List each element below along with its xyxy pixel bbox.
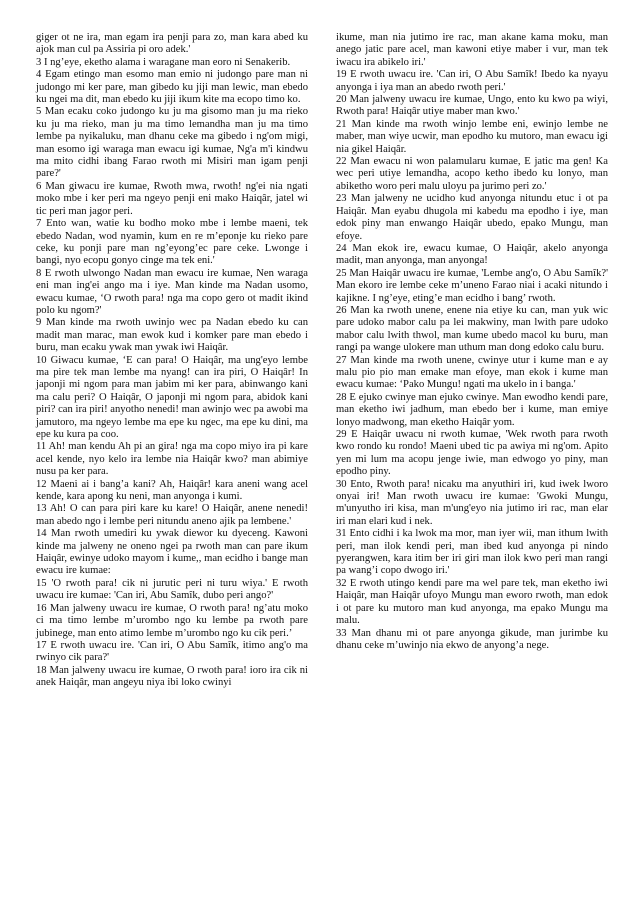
paragraph: 12 Maeni ai i bang’a kani? Ah, Haiqâr! kara aneni wang acel kende, kara apong ku neni, man anyonga i kumi. [36,478,308,503]
paragraph: 5 Man ecaku coko judongo ku ju ma gisomo man ju ma rieko ku ju ma rieko, man ju ma timo lemandha man ju ma timo lembe pa nyikaluku, man dhanu ceke ma gibedo i ng'om migi, man esomo igi waraga man ewacu igi kumae, Ng'a m'i kindwu ma mito cidhi ibang Farao rwoth mi Misiri man igam penji pare?' [36,106,308,180]
paragraph: 15 'O rwoth para! cik ni jurutic peri ni turu wiya.' E rwoth uwacu ire kumae: 'Can iri, Abu Samîk, dubo peri ango?' [36,577,308,602]
paragraph: 29 E Haiqâr uwacu ni rwoth kumae, 'Wek rwoth para rwoth kwo rondo ku rondo! Maeni ubed tic pa awiya mi ng'om. Apito yen mi lum ma acopu jenge iwie, man edwogo yo piny, man epodho piny. [336,429,608,478]
paragraph: 31 Ento cidhi i ka lwok ma mor, man iyer wii, man ithum lwith peri, man ilok kendi peri, man ibed kud anyonga pi nindo pyerangwen, kara itim ber iri giri man ilok kwo peri man rangi pa wang’i copo dwogo iri.' [336,528,608,577]
paragraph: 23 Man jalweny ne ucidho kud anyonga nitundu etuc i ot pa Haiqâr. Man eyabu dhugola mi kabedu ma epodho i iye, man edok piny man enwango Haiqâr ubedo, epako Mungu, man efoye. [336,193,608,242]
paragraph: 14 Man rwoth umediri ku ywak diewor ku dyeceng. Kawoni kinde ma jalweny ne oneno ngei pa rwoth man can pare ikum Haiqâr, ewinye udoko mayom i kume,, man ecidho i bange man ewacu ire kumae: [36,528,308,577]
paragraph: 25 Man Haiqâr uwacu ire kumae, 'Lembe ang'o, O Abu Samîk?' Man ekoro ire lembe ceke m’uneno Farao niai i acaki nitundo i kajikne. I ng’eye, eting’e man ecidho i bang’ rwoth. [336,267,608,304]
paragraph: 16 Man jalweny uwacu ire kumae, O rwoth para! ng’atu moko ci ma timo lembe m’urombo ngo ku lembe pa rwoth pare jubinege, man ento atimo lembe m’urombo ngo ku cik peri.’ [36,602,308,639]
paragraph: 30 Ento, Rwoth para! nicaku ma anyuthiri iri, kud iwek lworo onyai iri! Man rwoth uwacu ire kumae: 'Gwoki Mungu, m'unyutho iri kisa, man m'ung'eyo nia jutimo iri rac, man elar iri man elari kud i nek. [336,478,608,527]
paragraph: 24 Man ekok ire, ewacu kumae, O Haiqâr, akelo anyonga madit, man anyonga, man anyonga! [336,242,608,267]
paragraph: 28 E ejuko cwinye man ejuko cwinye. Man ewodho kendi pare, man eketho iwi jadhum, man ebedo ber i kume, man emiye lonyo madwong, man eketho Haiqâr yom. [336,391,608,428]
paragraph: 22 Man ewacu ni won palamularu kumae, E jatic ma gen! Ka wec peri utiye lemandha, acopo ketho ibedo ku lonyo, man abiketho woro peri malu uloyu pa jurimo peri zo.' [336,156,608,192]
paragraph: 19 E rwoth uwacu ire. 'Can iri, O Abu Samîk! Ibedo ka nyayu anyonga i iya man an abedo rwoth peri.' [336,69,608,93]
paragraph: 26 Man ka rwoth unene, enene nia etiye ku can, man yuk wic pare udoko mabor calu pa lei makwiny, man lwith pare udoko mabor calu lwith thwol, man kume ubedo macol ku buru, man rangi pa wange ulokere man uthum man dong edoko calu buru. [336,304,608,354]
paragraph: 13 Ah! O can para piri kare ku kare! O Haiqâr, anene nenedi! man abedo ngo i lembe peri nitundu aneno ajik pa lembene.' [36,503,308,527]
paragraph: 9 Man kinde ma rwoth uwinjo wec pa Nadan ebedo ku can madit man marac, man ewok kud i komker pare man ebedo i buru, man ecaku ywak man ywak iwi Haiqâr. [36,317,308,354]
paragraph: 32 E rwoth utingo kendi pare ma wel pare tek, man eketho iwi Haiqâr, man Haiqâr ufoyo Mungu man eworo rwoth, man edok i ot pare ku mutoro man kud anyonga, ma epako Mungu ma malu. [336,577,608,627]
left-column [36,32,308,902]
paragraph: 21 Man kinde ma rwoth winjo lembe eni, ewinjo lembe ne maber, man wiye ucwir, man epodho ku mutoro, man ewacu igi nia gikel Haiqâr. [336,118,608,155]
paragraph: 4 Egam etingo man esomo man emio ni judongo pare man ni judongo mi ker pare, man gibedo ku jiji man lewic, man ebedo ku ngei ma dit, man ebedo ku jiji ikum kite ma ecopo timo ko. [36,69,308,106]
paragraph: 27 Man kinde ma rwoth unene, cwinye utur i kume man e ay malu pio pio man emake man efoye, man ekok i kume man ewacu kumae: ‘Pako Mungu! ngati ma ukelo in i banga.' [336,354,608,391]
paragraph: ikume, man nia jutimo ire rac, man akane kama moku, man anego jatic pare acel, man kawoni etiye maber i vur, man tek iwacu ira abikelo iri.' [336,32,608,68]
paragraph: 33 Man dhanu mi ot pare anyonga gikude, man jurimbe ku dhanu ceke m’uwinjo nia ekwo de anyong’a nege. [336,627,608,651]
paragraph: 20 Man jalweny uwacu ire kumae, Ungo, ento ku kwo pa wiyi, Rwoth para! Haiqâr utiye maber man kwo.' [336,94,608,118]
paragraph: giger ot ne ira, man egam ira penji para zo, man kara abed ku ajok man cul pa Assiria pi oro adek.' [36,32,308,56]
paragraph: 17 E rwoth uwacu ire. 'Can iri, O Abu Samîk, itimo ang'o ma rwinyo cik para?' [36,639,308,664]
paragraph: 18 Man jalweny uwacu ire kumae, O rwoth para! ioro ira cik ni anek Haiqâr, man angeyu niya ibi loko cwinyi [36,664,308,689]
paragraph: 10 Giwacu kumae, ‘E can para! O Haiqâr, ma ung'eyo lembe ma pire tek man lembe ma nyang! can ira piri, O Haiqâr! In japonji mi ngom para man jabim mi ker para, abinwango kani ma calu peri? O Haiqâr, O japonji mi ngom para, abidok kani piri? can ira piri! anyotho nenedi! man awinjo wec pa awobi ma jamutoro, ma ngeyo lembe ma epe ku ngec, ma epe ku dini, ma epe ku kura pa coo. [36,354,308,440]
paragraph: 6 Man giwacu ire kumae, Rwoth mwa, rwoth! ng'ei nia ngati moko mbe i ker peri ma ngeyo penji eni mako Haiqâr, jatel wi tic peri man jagor peri. [36,180,308,217]
paragraph: 7 Ento wan, watie ku bodho moko mbe i lembe maeni, tek ebedo Nadan, wod nyamin, kum en re m’eponje ku rieko pare ceke, ku ponji pare man ng’eyong’ec pare ceke. Lwonge i bangi, nyo ecopu gonyo cinge ma tek eni.' [36,218,308,267]
paragraph: 3 I ng’eye, eketho alama i waragane man eoro ni Senakerib. [36,56,291,68]
paragraph: 8 E rwoth ulwongo Nadan man ewacu ire kumae, Nen waraga eni man ing'ei ango ma i iye. Man kinde ma Nadan usomo, ewacu kumae, ‘O rwoth para! nga ma copo gero ot madit ikind polo ku ngom?' [36,267,308,316]
paragraph: 11 Ah! man kendu Ah pi an gira! nga ma copo miyo ira pi kare acel kende, nyo kelo ira lembe nia Haiqâr kwo? man abimiye nusu pa ker para. [36,441,308,478]
right-column [336,32,608,902]
